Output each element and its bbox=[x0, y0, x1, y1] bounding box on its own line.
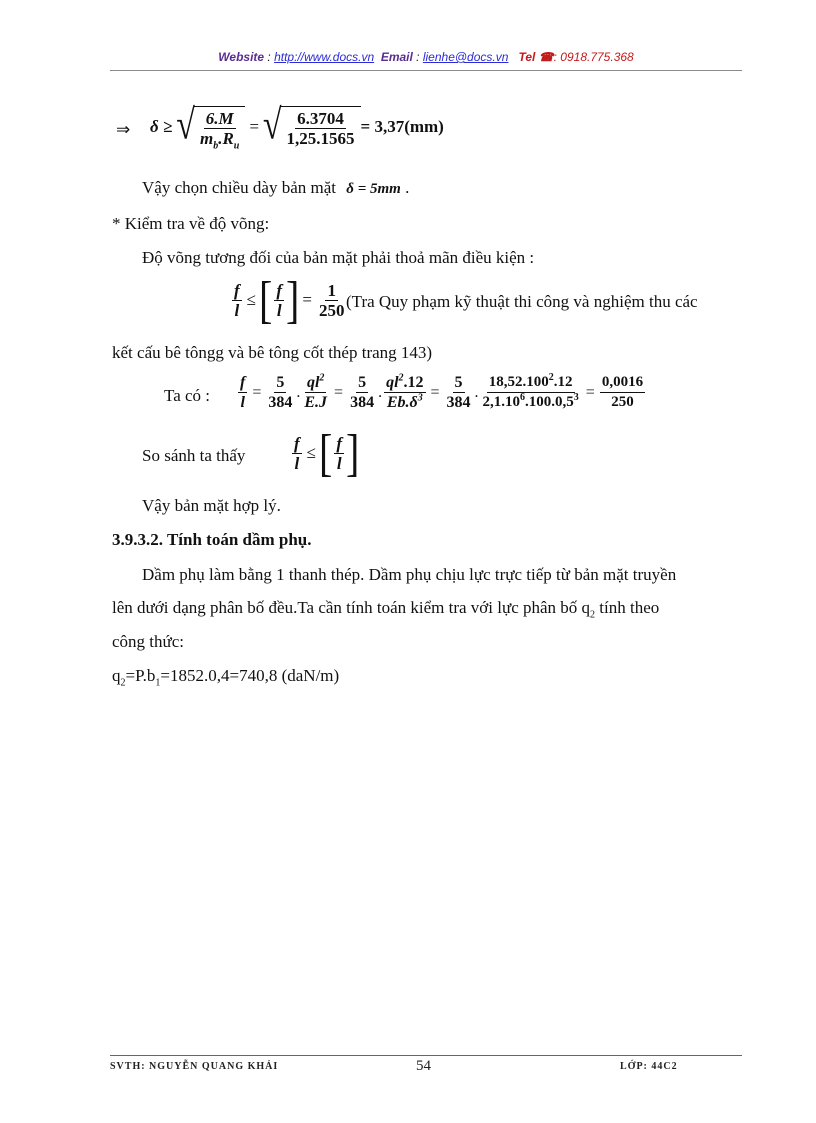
taco-l: l bbox=[240, 394, 245, 411]
deflection-calculation: $\frac{f}{l}$ = $\frac{5}{384}$ . $\frac{ql^2}{E.J}$ = $\frac{5}{384}$ . $\frac{ql^2.12}{Eb.\delta^3}$ = $\frac{5}{384}$ . $\frac{18,52.100^2.12}{2,1.10^6.100.0,5^3}$ = $\frac{0,0016}{250}$ bbox=[240, 372, 644, 411]
taco-num-values: 18,52.100 bbox=[488, 374, 549, 390]
taco-ql2-12-exp: 2 bbox=[398, 372, 404, 384]
cond-one: 1 bbox=[327, 280, 336, 300]
cmp-l: l bbox=[294, 453, 300, 473]
cond-l: l bbox=[234, 300, 240, 320]
deflection-heading: * Kiểm tra về độ võng: bbox=[112, 214, 270, 233]
paragraph-line-3: công thức: bbox=[112, 632, 185, 651]
email-separator: : bbox=[412, 50, 423, 64]
cond-limit: 250 bbox=[318, 300, 345, 320]
taco-ej: E.J bbox=[304, 394, 328, 411]
website-label: Website bbox=[218, 50, 265, 64]
paragraph-line-1: Dầm phụ làm bằng 1 thanh thép. Dầm phụ chịu lực trực tiếp từ bản mặt truyền bbox=[142, 565, 677, 584]
page-number: 54 bbox=[416, 1058, 431, 1074]
cond-eq: = bbox=[302, 290, 312, 309]
taco-den-exp3: 3 bbox=[573, 392, 579, 403]
taco-384-3: 384 bbox=[446, 394, 471, 411]
note-continued: kết cấu bê tôngg và bê tông cốt thép trang 143) bbox=[112, 343, 433, 362]
compare-formula: $\frac{f}{l}$ ≤ [ $\frac{f}{l}$ ] bbox=[294, 423, 360, 482]
deflection-condition: Độ võng tương đối của bản mặt phải thoả mãn điều kiện : bbox=[142, 248, 535, 267]
taco-f: f bbox=[240, 374, 246, 391]
taco-num-exp: 2 bbox=[548, 372, 554, 383]
para2-sub: 2 bbox=[590, 609, 596, 621]
paragraph-line-2 bbox=[112, 598, 660, 621]
q2-c: =1852.0,4=740,8 (daN/m) bbox=[160, 666, 340, 685]
taco-ql2: ql bbox=[306, 374, 320, 391]
taco-ebd3: Eb.δ bbox=[386, 394, 418, 411]
taco-ebd3-exp: 3 bbox=[417, 392, 423, 404]
eq1-den1-r-sub: u bbox=[233, 140, 240, 152]
deflection-condition-formula: $\frac{f}{l}$ ≤ [ $\frac{f}{l}$ ] = $\frac{1}{250}$ bbox=[234, 270, 345, 329]
eq1-den1-m-sub: b bbox=[213, 140, 219, 152]
section-title: 3.9.3.2. Tính toán dầm phụ. bbox=[112, 530, 312, 549]
taco-result-num: 0,0016 bbox=[600, 373, 645, 393]
eq1-num1: 6.M bbox=[205, 109, 234, 128]
tel-value: : 0918.775.368 bbox=[553, 50, 634, 64]
cond-l2: l bbox=[276, 300, 282, 320]
header-rule bbox=[110, 70, 742, 71]
cond-note: (Tra Quy phạm kỹ thuật thi công và nghiệm thu các bbox=[346, 292, 698, 311]
tel-label: Tel bbox=[518, 50, 536, 64]
footer-student: SVTH: NGUYỄN QUANG KHẢI bbox=[110, 1061, 279, 1072]
taco-five-1: 5 bbox=[276, 374, 285, 391]
eq1-den1-r: .R bbox=[218, 129, 234, 148]
eq1-result: = 3,37(mm) bbox=[360, 117, 444, 136]
email-link[interactable]: lienhe@docs.vn bbox=[422, 50, 509, 64]
website-separator: : bbox=[264, 50, 275, 64]
cond-f2: f bbox=[276, 280, 283, 300]
cmp-l2: l bbox=[336, 453, 342, 473]
taco-five-2: 5 bbox=[358, 374, 367, 391]
taco-den-exp6: 6 bbox=[520, 392, 526, 403]
footer-rule bbox=[110, 1055, 742, 1056]
cond-f: f bbox=[234, 280, 240, 300]
cmp-leq: ≤ bbox=[306, 443, 317, 462]
compare-label: So sánh ta thấy bbox=[142, 446, 246, 465]
cmp-f: f bbox=[294, 433, 300, 453]
choose-thickness-value: δ = 5mm bbox=[346, 181, 401, 197]
taco-result-den: 250 bbox=[611, 394, 634, 410]
eq1-den2: 1,25.1565 bbox=[286, 129, 355, 148]
eq1-den1-m: m bbox=[199, 129, 214, 148]
page-header bbox=[110, 50, 742, 70]
q2-b: =P.b bbox=[125, 666, 156, 685]
taco-den-values: 2,1.10 bbox=[482, 394, 521, 410]
thickness-equation: δ ≥ √ $\frac{6.M}{m_b.R_u}$ = √ $\frac{6.3704}{1,25.1565}$ = 3,37(mm) bbox=[150, 102, 444, 152]
taco-384-1: 384 bbox=[268, 394, 293, 411]
choose-thickness-end: . bbox=[405, 178, 410, 197]
eq1-num2: 6.3704 bbox=[297, 109, 344, 128]
choose-thickness-text: Vậy chọn chiều dày bản mặt bbox=[142, 178, 337, 197]
cmp-f2: f bbox=[336, 433, 343, 453]
choose-thickness-line bbox=[142, 178, 409, 199]
taco-ql2-12: ql bbox=[386, 374, 399, 391]
para2-a: lên dưới dạng phân bố đều.Ta cần tính toán kiểm tra với lực phân bố q bbox=[112, 598, 591, 617]
eq1-lhs: δ ≥ bbox=[150, 117, 173, 136]
taco-den-mid: .100.0,5 bbox=[525, 394, 574, 410]
q2-formula bbox=[112, 666, 340, 689]
taco-384-2: 384 bbox=[350, 394, 375, 411]
taco-five-3: 5 bbox=[454, 374, 463, 391]
implies-symbol: ⇒ bbox=[116, 120, 131, 139]
conclusion: Vậy bản mặt hợp lý. bbox=[142, 496, 281, 515]
phone-icon: ☎ bbox=[538, 50, 554, 64]
taco-ql2-12-tail: .12 bbox=[403, 374, 424, 391]
email-label: Email bbox=[380, 50, 413, 64]
taco-num-tail: .12 bbox=[553, 374, 573, 390]
cond-leq: ≤ bbox=[246, 290, 257, 309]
q2-a: q bbox=[112, 666, 121, 685]
q2-sub2: 1 bbox=[155, 677, 161, 689]
website-link[interactable]: http://www.docs.vn bbox=[274, 50, 375, 64]
footer-class: LỚP: 44C2 bbox=[620, 1061, 678, 1072]
ta-co-label: Ta có : bbox=[164, 386, 211, 405]
para2-b: tính theo bbox=[595, 598, 660, 617]
taco-ql2-exp: 2 bbox=[319, 372, 325, 384]
q2-sub: 2 bbox=[120, 677, 126, 689]
